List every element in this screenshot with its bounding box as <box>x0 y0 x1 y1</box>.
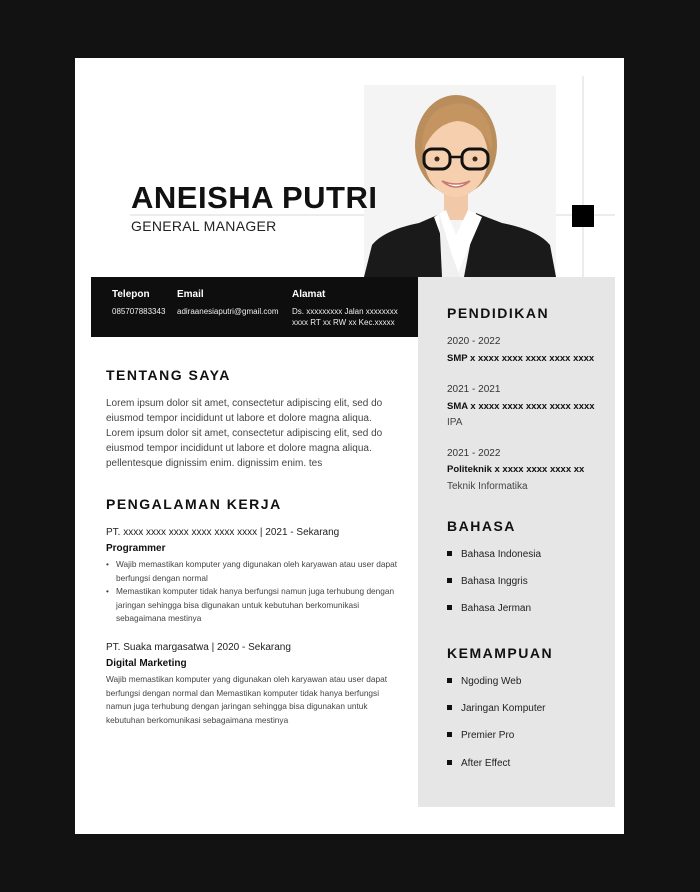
education-school: SMP x xxxx xxxx xxxx xxxx xxxx <box>447 353 595 364</box>
square-bullet-icon <box>447 678 452 683</box>
email-value: adiraanesiaputri@gmail.com <box>177 307 279 316</box>
education-year: 2021 - 2022 <box>447 448 501 459</box>
skill-label: Ngoding Web <box>461 676 522 687</box>
education-school: Politeknik x xxxx xxxx xxxx xx <box>447 464 585 475</box>
contact-address <box>292 289 398 328</box>
email-label: Email <box>177 289 204 300</box>
job-role: Digital Marketing <box>106 658 187 669</box>
job-role: Programmer <box>106 543 166 554</box>
job-company: PT. Suaka margasatwa | 2020 - Sekarang <box>106 642 291 653</box>
profile-photo <box>364 85 556 277</box>
skill-label: Jaringan Komputer <box>461 703 546 714</box>
education-school: SMA x xxxx xxxx xxxx xxxx xxxx <box>447 401 595 412</box>
skill-label: After Effect <box>461 758 511 769</box>
square-bullet-icon <box>447 705 452 710</box>
skill-item <box>447 676 521 687</box>
language-item <box>447 603 531 614</box>
education-heading: PENDIDIKAN <box>447 305 550 321</box>
phone-value: 085707883343 <box>112 307 166 316</box>
resume-page <box>75 58 624 834</box>
education-year: 2021 - 2021 <box>447 384 501 395</box>
decorative-square <box>572 205 594 227</box>
skill-item <box>447 703 546 714</box>
job-company: PT. xxxx xxxx xxxx xxxx xxxx xxxx | 2021 - Sekarang <box>106 527 340 538</box>
job-bullet-list <box>106 558 406 626</box>
languages-heading: BAHASA <box>447 518 516 534</box>
language-label: Bahasa Jerman <box>461 603 532 614</box>
square-bullet-icon <box>447 605 452 610</box>
language-item <box>447 576 528 587</box>
language-item <box>447 549 541 560</box>
candidate-name: ANEISHA PUTRI <box>131 180 378 215</box>
skill-item <box>447 730 514 741</box>
address-line-1: Ds. xxxxxxxxx Jalan xxxxxxxx <box>292 307 398 316</box>
skills-heading: KEMAMPUAN <box>447 645 554 661</box>
experience-heading: PENGALAMAN KERJA <box>106 496 282 512</box>
job-bullet: • Memastikan komputer tidak hanya berfungsi namun juga terhubung dengan jaringan sehingga bisa digunakan untuk kebutuhan berkomunikasi sebagaimana mestinya <box>106 585 406 626</box>
language-label: Bahasa Indonesia <box>461 549 542 560</box>
education-major: IPA <box>447 417 463 428</box>
about-text: Lorem ipsum dolor sit amet, consectetur adipiscing elit, sed do eiusmod tempor incididunt ut labore et dolore magna aliqua. Lorem ipsum dolor sit amet, consectetur adipiscing elit, sed do eiusmod tempor incididunt ut labore et dolore magna aliqua. pellentesque dignissim enim. dignissim enim. tes <box>106 398 383 469</box>
square-bullet-icon <box>447 760 452 765</box>
language-label: Bahasa Inggris <box>461 576 528 587</box>
phone-label: Telepon <box>112 289 150 300</box>
contact-email <box>177 289 279 317</box>
address-line-2: xxxx RT xx RW xx Kec.xxxxx <box>292 318 395 327</box>
about-heading: TENTANG SAYA <box>106 367 231 383</box>
address-label: Alamat <box>292 289 326 300</box>
sidebar <box>418 277 615 807</box>
candidate-title: GENERAL MANAGER <box>131 218 277 234</box>
square-bullet-icon <box>447 551 452 556</box>
square-bullet-icon <box>447 578 452 583</box>
education-year: 2020 - 2022 <box>447 336 501 347</box>
contact-bar <box>91 277 418 337</box>
skill-item <box>447 758 510 769</box>
square-bullet-icon <box>447 732 452 737</box>
contact-phone <box>112 289 165 317</box>
job-description: Wajib memastikan komputer yang digunakan oleh karyawan atau user dapat berfungsi dengan normal dan Memastikan komputer tidak hanya berfungsi namun juga terhubung dengan jaringan sehingga bisa digunakan untuk kebutuhan berkomunikasi sebagaimana mestinya <box>106 674 388 725</box>
education-major: Teknik Informatika <box>447 481 528 492</box>
job-bullet: • Wajib memastikan komputer yang digunakan oleh karyawan atau user dapat berfungsi dengan normal <box>106 558 406 585</box>
skill-label: Premier Pro <box>461 730 515 741</box>
